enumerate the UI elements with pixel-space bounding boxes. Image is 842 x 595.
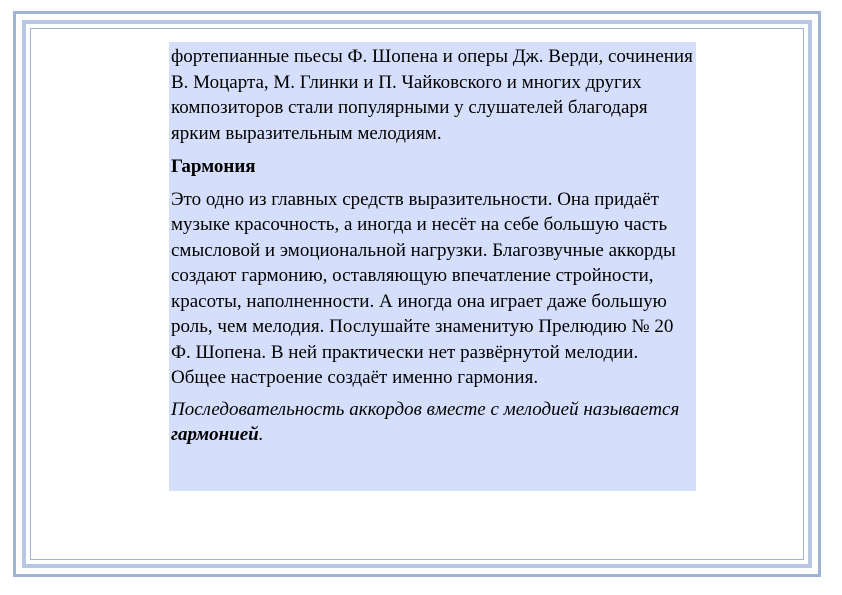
definition-prefix: Последовательность аккордов вместе с мелодией называется (171, 398, 680, 420)
definition-suffix: . (258, 424, 264, 445)
intro-paragraph: фортепианные пьесы Ф. Шопена и оперы Дж. Верди, сочинения В. Моцарта, М. Глинки и П. Чайковского и многих других композиторов стали популярными у слушателей благодаря ярким выразительным мелодиям. (171, 46, 693, 144)
text-block (169, 42, 696, 491)
section-heading: Гармония (171, 156, 256, 177)
definition-paragraph (171, 397, 694, 448)
body-paragraph: Это одно из главных средств выразительности. Она придаёт музыке красочность, а иногда и несёт на себе большую часть смысловой и эмоциональной нагрузки. Благозвучные аккорды создают гармонию, оставляющую впечатление стройности, красоты, наполненности. А иногда она играет даже большую роль, чем мелодия. Послушайте знаменитую Прелюдию № 20 Ф. Шопена. В ней практически нет развёрнутой мелодии. Общее настроение создаёт именно гармония. (171, 188, 676, 388)
definition-term: гармонией (171, 424, 259, 445)
